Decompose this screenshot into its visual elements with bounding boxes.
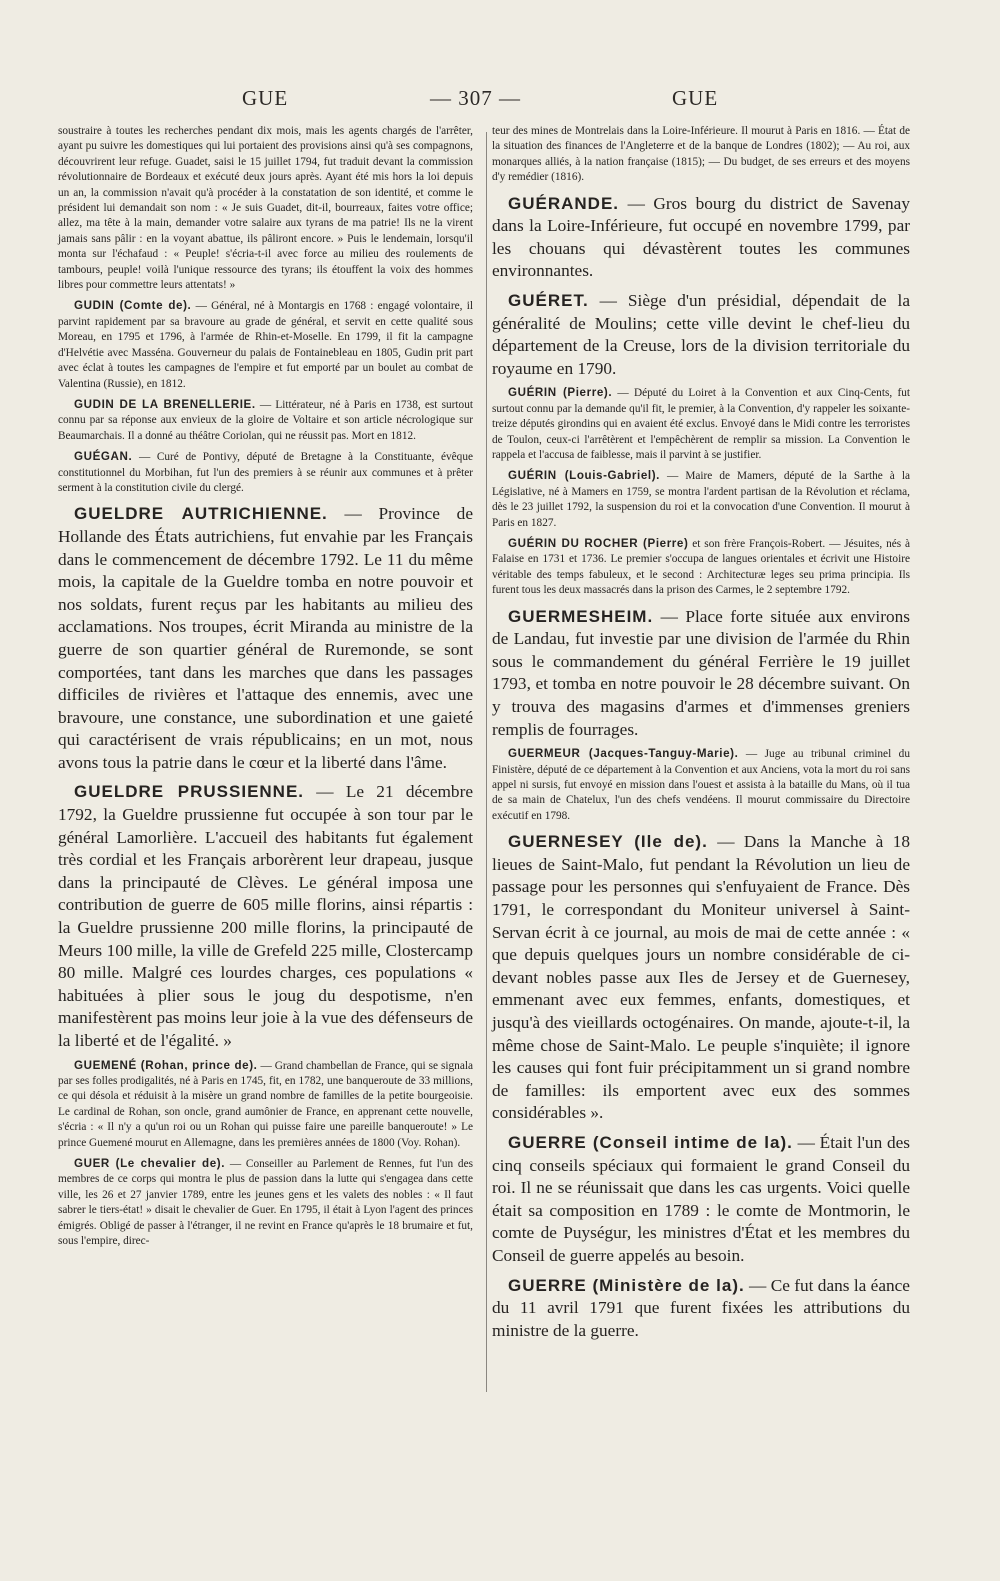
dictionary-entry — [58, 397, 473, 444]
entry-text: — Siège d'un présidial, dépendait de la généralité de Moulins; cette ville devint le chef-lieu du département de la Creuse, lors de la division territoriale du royaume en 1790. — [492, 291, 910, 378]
entry-headword: GUÉRIN (Louis-Gabriel). — [508, 469, 660, 483]
entry-text: — Dans la Manche à 18 lieues de Saint-Malo, fut pendant la Révolution un lieu de passage pour les personnes qui s'enfuyaient de France. Dès 1791, le correspondant du Moniteur universel à Saint-Servan écrit à ce journal, au mois de mai de cette année : « que depuis quelques jours un nombre considérable de ci-devant nobles passe aux Iles de Jersey et de Guernesey, emmenant avec eux femmes, enfants, domestiques, et jusqu'à des vieillards octogénaires. On mande, ajoute-t-il, la même chose de Saint-Malo. Le peuple s'inquiète; il ignore les causes qui font fuir précipitamment un si grand nombre de familles: ils emportent avec eux des sommes considérables ». — [492, 832, 910, 1123]
entry-text: — Député du Loiret à la Convention et aux Cinq-Cents, fut surtout connu par la demande qu'il fit, le premier, à la Convention, d'y rappeler les soixante-treize députés girondins qui en avaient été exclus. Envoyé dans le Midi contre les terroristes de Toulon, ceux-ci l'arrêtèrent et l'empêchèrent de remplir sa mission. La Convention le rappela et l'accusa de faiblesse, mais il parvint à se justifier. — [492, 387, 910, 461]
entry-headword: GUERMEUR (Jacques-Tanguy-Marie). — [508, 747, 739, 761]
entry-continuation — [492, 124, 910, 186]
entry-text: soustraire à toutes les recherches pendant dix mois, mais les agents chargés de l'arrêter, ayant pu suivre les domestiques qui lui portaient des provisions ainsi qu'à ses compagnons, découvrirent leur refuge. Guadet, saisi le 15 juillet 1794, fut traduit devant la commission révolutionnaire de Bordeaux et exécuté deux jours après. Ayant été mis hors la loi depuis un an, la commission n'avait qu'à procéder à la constatation de son identité, et comme le président lui demandait son nom : « Je suis Guadet, dit-il, bourreaux, faites votre office; allez, ma tête à la main, demander votre salaire aux tyrans de ma patrie! Ils ne la virent jamais sans pâlir : en la voyant abattue, ils pâliront encore. » Puis le lendemain, lorsqu'il monta sur l'échafaud : « Peuple! s'écria-t-il avec force au milieu des roulements de tambours, peuple! voilà l'unique ressource des tyrans; ils étouffent la voix des hommes libres pour commettre leurs attentats! » — [58, 125, 473, 292]
dictionary-entry — [492, 468, 910, 531]
entry-headword: GUÉRIN DU ROCHER (Pierre) — [508, 537, 689, 551]
entry-headword: GUER (Le chevalier de). — [74, 1157, 226, 1171]
entry-text: — Général, né à Montargis en 1768 : engagé volontaire, il parvint rapidement par sa bravoure au grade de général, et servit en cette qualité sous Moreau, en 1795 et 1796, à l'armée de Rhin-et-Moselle. En 1799, il fit la campagne d'Helvétie avec Masséna. Gouverneur du palais de Fontainebleau en 1805, Gudin prit part avec éclat à toutes les campagnes de l'empire et fut emporté par un boulet au combat de Valentina (Russie), en 1812. — [58, 300, 474, 390]
entry-text: — Place forte située aux environs de Landau, fut investie par une division de l'armée du Rhin sous le commandement du général Ferrière le 19 juillet 1793, et tomba en notre pouvoir le 28 décembre suivant. On y trouva des magasins d'armes et d'immenses greniers remplis de fourrages. — [492, 606, 910, 739]
dictionary-entry — [492, 746, 910, 824]
entry-headword: GUERRE (Conseil intime de la). — [508, 1132, 793, 1152]
dictionary-entry — [492, 536, 910, 599]
entry-headword: GUÉRET. — [508, 291, 589, 310]
dictionary-entry — [492, 385, 910, 463]
dictionary-entry — [58, 781, 473, 1052]
entry-continuation — [58, 124, 473, 293]
entry-headword: GUELDRE PRUSSIENNE. — [74, 782, 305, 802]
entry-headword: GUEMENÉ (Rohan, prince de). — [74, 1058, 258, 1072]
dictionary-entry — [58, 449, 473, 496]
entry-headword: GUELDRE AUTRICHIENNE. — [74, 504, 328, 524]
dictionary-entry — [492, 193, 910, 283]
entry-headword: GUERRE (Ministère de la). — [508, 1275, 745, 1295]
entry-headword: GUÉGAN. — [74, 450, 133, 464]
column-divider — [486, 132, 487, 1392]
entry-headword: GUERMESHEIM. — [508, 606, 654, 626]
entry-text: teur des mines de Montrelais dans la Loire-Inférieure. Il mourut à Paris en 1816. — État de la situation des finances de l'Angleterre et de la banque de Londres (1802); — Au roi, aux monarques alliés, à la nation française (1815); — Du budget, de ses erreurs et des moyens d'y remédier (1816). — [492, 125, 910, 184]
entry-text: — Juge au tribunal criminel du Finistère, député de ce département à la Convention et aux Anciens, vota la mort du roi sans appel ni sursis, fut envoyé en mission dans l'ouest et assista à la bataille du Mans, où il tua de sa main de Chatelux, l'un des chefs vendéens. Il mourut commissaire du Directoire exécutif en 1798. — [492, 748, 910, 822]
dictionary-entry — [58, 503, 473, 774]
entry-text: — Le 21 décembre 1792, la Gueldre prussienne fut occupée à son tour par le général Lamorlière. L'accueil des habitants fut également très cordial et les Français arborèrent leur drapeau, jusque dans la principauté de Clèves. Le général imposa une contribution de guerre de 605 mille florins, ainsi répartis : la Gueldre prussienne 200 mille florins, la principauté de Meurs 100 mille, la ville de Grefeld 225 mille, Clostercamp 80 mille. Malgré ces lourdes charges, ces populations « habituées à plier sous le joug du despotisme, n'en manifestèrent pas moins leur joie à la vue des défenseurs de la liberté et de l'égalité. » — [58, 782, 473, 1050]
dictionary-entry — [58, 298, 473, 391]
entry-headword: GUÉRIN (Pierre). — [508, 386, 613, 400]
dictionary-entry — [492, 606, 910, 742]
running-head-left: GUE — [242, 86, 289, 110]
entry-text: — Grand chambellan de France, qui se signala par ses folles prodigalités, né à Paris en 1745, fit, en 1782, une banqueroute de 33 millions, ce qui désola et réduisit à la misère un grand nombre de familles de la petite bourgeoisie. Le cardinal de Rohan, son oncle, grand aumônier de France, en apprenant cette nouvelle, s'écria : « Il n'y a qu'un roi ou un Rohan qui puisse faire une pareille banqueroute! » Le prince Guemené mourut en Allemagne, dans les premières années de 1800 (Voy. Rohan). — [58, 1059, 473, 1149]
entry-text: — Curé de Pontivy, député de Bretagne à la Constituante, évêque constitutionnel du Morbihan, fut l'un des premiers à se réunir aux communes et à prêter serment à la constitution civile du clergé. — [58, 451, 473, 494]
dictionary-entry — [492, 831, 910, 1125]
entry-text: — Conseiller au Parlement de Rennes, fut l'un des membres de ce corps qui montra le plus de passion dans la lutte qui s'engagea dans cette ville, les 26 et 27 janvier 1789, entre les jeunes gens et les valets des nobles : « Il faut sabrer le tiers-état! » disait le chevalier de Guer. En 1795, il était à Lyon l'agent des princes émigrés. Obligé de passer à l'étranger, il ne revint en France qu'après le 18 brumaire et fut, sous l'empire, direc- — [58, 1158, 473, 1248]
running-head-right: GUE — [672, 86, 719, 110]
entry-text: et son frère François-Robert. — Jésuites, nés à Falaise en 1731 et 1736. Le premier s'occupa de langues orientales et écrivit une Histoire véritable des temps fabuleux, et le second : Architecturæ leges seu prima principia. Ils furent tous les deux massacrés dans la prison des Carmes, le 2 septembre 1792. — [492, 538, 911, 597]
dictionary-entry — [58, 1156, 473, 1249]
entry-headword: GUÉRANDE. — [508, 193, 620, 213]
entry-headword: GUDIN (Comte de). — [74, 299, 192, 313]
entry-text: — Gros bourg du district de Savenay dans la Loire-Inférieure, fut occupé en novembre 1799, par les chouans qui dévastèrent toutes les communes environnantes. — [492, 193, 910, 281]
entry-text: — Littérateur, né à Paris en 1738, est surtout connu par sa réponse aux envieux de la gloire de Voltaire et son article nécrologique sur Beaumarchais. Il a donné au théâtre Coriolan, qui ne réussit pas. Mort en 1812. — [58, 398, 473, 442]
dictionary-entry — [492, 290, 910, 380]
right-column — [492, 124, 910, 1342]
entry-text: — Était l'un des cinq conseils spéciaux qui formaient le grand Conseil du roi. Il ne se réunissait que dans les cas urgents. Voici quelle était sa composition en 1789 : le comte de Montmorin, le comte de Puységur, les ministres d'État et les membres du Conseil de guerre appelés au besoin. — [492, 1132, 910, 1265]
left-column — [58, 124, 473, 1249]
entry-text: — Ce fut dans la éance du 11 avril 1791 que furent fixées les attributions du ministre de la guerre. — [492, 1275, 910, 1340]
entry-text: — Province de Hollande des États autrichiens, fut envahie par les Français dans le commencement de décembre 1792. Le 11 du même mois, la capitale de la Gueldre tomba en notre pouvoir et nos soldats, furent reçus par les habitants au milieu des acclamations. Nos troupes, écrit Miranda au ministre de la guerre de son quartier général de Ruremonde, se sont comportées, tant dans les marches que dans les passages difficiles de rivières et l'attaque des ennemis, avec une bravoure, une constance, une subordination et une gaieté qui caractérisent de vrais républicains; en un mot, nous avons tous la patrie dans le cœur et la liberté dans l'âme. — [58, 504, 473, 772]
entry-headword: GUDIN DE LA BRENELLERIE. — [74, 397, 256, 411]
dictionary-entry — [58, 1058, 473, 1151]
entry-headword: GUERNESEY (Ile de). — [508, 832, 708, 852]
page-number: — 307 — — [430, 86, 521, 110]
entry-text: — Maire de Mamers, député de la Sarthe à la Législative, né à Mamers en 1759, se montra l'ardent partisan de la Révolution et réclama, dès le 23 juillet 1792, la suspension du roi et la convocation d'une Convention. Il mourut à Paris en 1827. — [492, 470, 910, 529]
dictionary-entry — [492, 1275, 910, 1343]
dictionary-entry — [492, 1132, 910, 1268]
